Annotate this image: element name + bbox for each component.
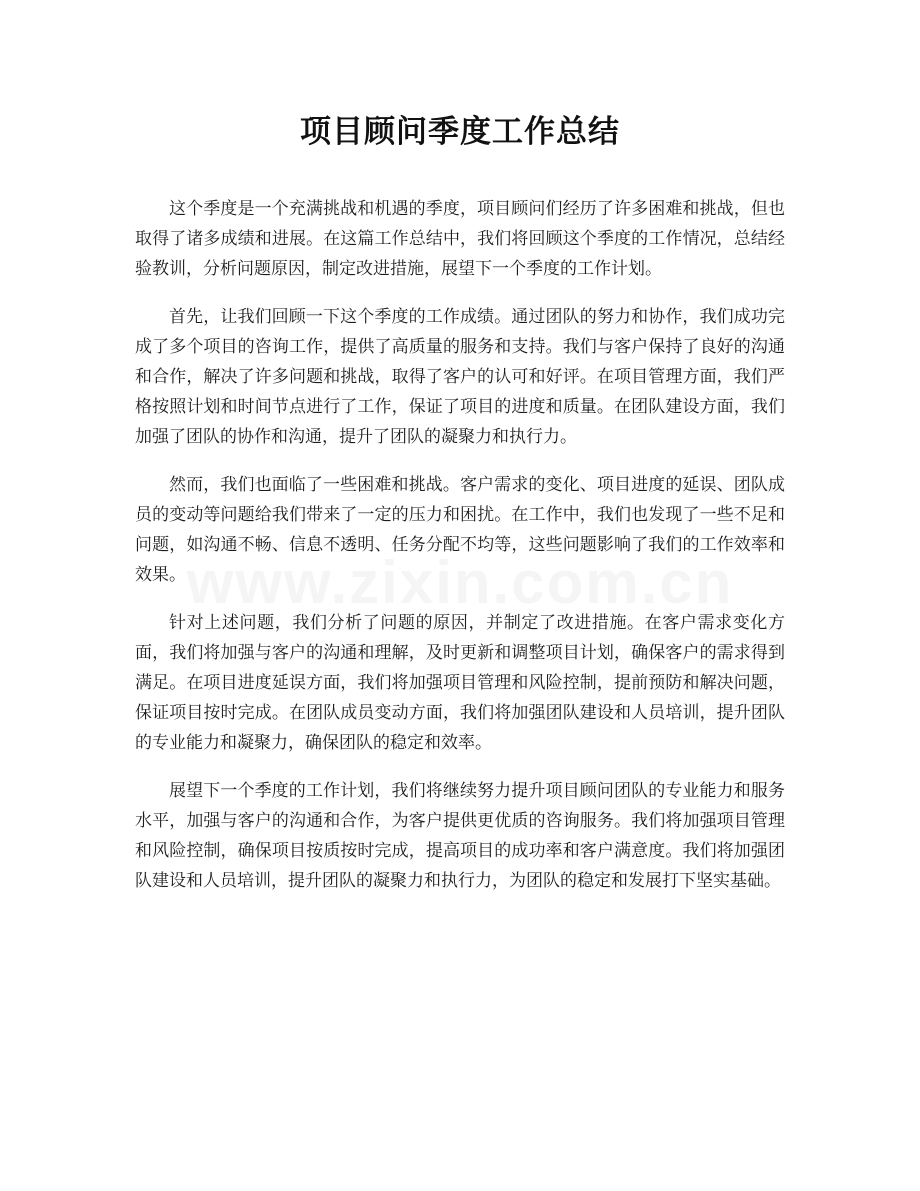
paragraph-5: 展望下一个季度的工作计划，我们将继续努力提升项目顾问团队的专业能力和服务水平，加强与客户的沟通和合作，为客户提供更优质的咨询服务。我们将加强项目管理和风险控制，确保项目按质按时完成，提高项目的成功率和客户满意度。我们将加强团队建设和人员培训，提升团队的凝聚力和执行力，为团队的稳定和发展打下坚实基础。	[135, 781, 785, 891]
paragraph-4: 针对上述问题，我们分析了问题的原因，并制定了改进措施。在客户需求变化方面，我们将加强与客户的沟通和理解，及时更新和调整项目计划，确保客户的需求得到满足。在项目进度延误方面，我们将加强项目管理和风险控制，提前预防和解决问题，保证项目按时完成。在团队成员变动方面，我们将加强团队建设和人员培训，提升团队的专业能力和凝聚力，确保团队的稳定和效率。	[135, 613, 785, 753]
watermark-text: www.zixin.com.cn	[186, 549, 734, 616]
paragraph-2: 首先，让我们回顾一下这个季度的工作成绩。通过团队的努力和协作，我们成功完成了多个项目的咨询工作，提供了高质量的服务和支持。我们与客户保持了良好的沟通和合作，解决了许多问题和挑战，取得了客户的认可和好评。在项目管理方面，我们严格按照计划和时间节点进行了工作，保证了项目的进度和质量。在团队建设方面，我们加强了团队的协作和沟通，提升了团队的凝聚力和执行力。	[135, 307, 785, 447]
paragraph-3: 然而，我们也面临了一些困难和挑战。客户需求的变化、项目进度的延误、团队成员的变动等问题给我们带来了一定的压力和困扰。在工作中，我们也发现了一些不足和问题，如沟通不畅、信息不透明、任务分配不均等，这些问题影响了我们的工作效率和效果。	[135, 475, 785, 585]
paragraph-1: 这个季度是一个充满挑战和机遇的季度，项目顾问们经历了许多困难和挑战，但也取得了诸多成绩和进展。在这篇工作总结中，我们将回顾这个季度的工作情况，总结经验教训，分析问题原因，制定改进措施，展望下一个季度的工作计划。	[135, 199, 785, 279]
document-title: 项目顾问季度工作总结	[300, 114, 620, 150]
